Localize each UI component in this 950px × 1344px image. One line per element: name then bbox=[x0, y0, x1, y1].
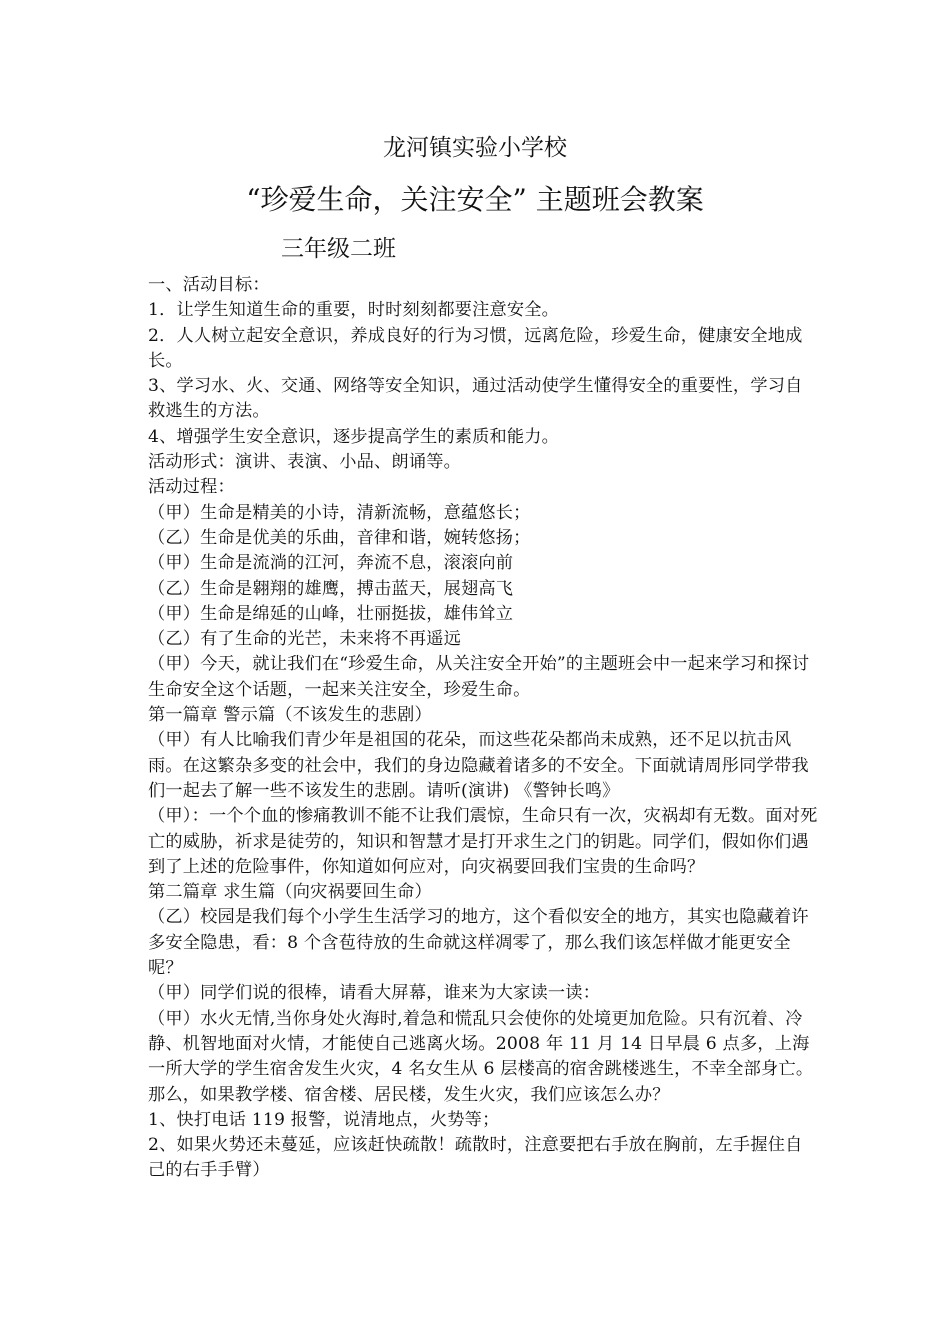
paragraph: 1．让学生知道生命的重要，时时刻刻都要注意安全。 bbox=[148, 300, 560, 321]
section-heading: 第二篇章 求生篇（向灾祸要回生命） bbox=[148, 882, 432, 903]
paragraph: （乙）生命是翱翔的雄鹰，搏击蓝天，展翅高飞 bbox=[148, 578, 514, 599]
paragraph: （甲）有人比喻我们青少年是祖国的花朵，而这些花朵都尚未成熟，还不足以抗击风雨。在这繁杂多变的社会中，我们的身边隐藏着诸多的不安全。下面就请周彤同学带我们一起去了解一些不该发生的悲剧。请听(演讲) 《警钟长鸣》 bbox=[148, 730, 809, 801]
paragraph: （乙）校园是我们每个小学生生活学习的地方，这个看似安全的地方，其实也隐藏着许多安全隐患，看：8 个含苞待放的生命就这样凋零了，那么我们该怎样做才能更安全呢？ bbox=[148, 907, 809, 979]
paragraph: （甲）：一个个血的惨痛教训不能不让我们震惊，生命只有一次，灾祸却有无数。面对死亡的威胁，祈求是徒劳的，知识和智慧才是打开求生之门的钥匙。同学们，假如你们遇到了上述的危险事件，你知道如何应对，向灾祸要回我们宝贵的生命吗？ bbox=[148, 806, 818, 877]
paragraph: 活动形式：演讲、表演、小品、朗诵等。 bbox=[148, 452, 461, 473]
paragraph: （乙）生命是优美的乐曲，音律和谐，婉转悠扬； bbox=[148, 527, 531, 548]
paragraph: 1、快打电话 119 报警，说清地点，火势等； bbox=[148, 1109, 500, 1130]
document-body bbox=[148, 273, 818, 1184]
school-name: 龙河镇实验小学校 bbox=[383, 135, 567, 161]
paragraph: （甲）水火无情,当你身处火海时,着急和慌乱只会使你的处境更加危险。只有沉着、冷静、机智地面对火情，才能使自己逃离火场。2008 年 11 月 14 日早晨 6 点多，上海一所大学的学生宿舍发生火灾，4 名女生从 6 层楼高的宿舍跳楼逃生，不幸全部身亡。 bbox=[148, 1008, 814, 1080]
paragraph: 2．人人树立起安全意识，养成良好的行为习惯，远离危险，珍爱生命，健康安全地成长。 bbox=[148, 325, 803, 371]
section-heading: 第一篇章 警示篇（不该发生的悲剧） bbox=[148, 705, 432, 726]
paragraph: （甲）今天，就让我们在“珍爱生命，从关注安全开始”的主题班会中一起来学习和探讨生命安全这个话题，一起来关注安全，珍爱生命。 bbox=[148, 654, 810, 700]
paragraph: 一、活动目标： bbox=[148, 275, 270, 295]
paragraph: 4、增强学生安全意识，逐步提高学生的素质和能力。 bbox=[148, 426, 560, 447]
paragraph: 2、如果火势还未蔓延，应该赶快疏散！疏散时，注意要把右手放在胸前，左手握住自己的右手手臂） bbox=[148, 1135, 803, 1181]
document-title: “珍爱生命，关注安全” 主题班会教案 bbox=[246, 183, 704, 216]
paragraph: 那么，如果教学楼、宿舍楼、居民楼，发生火灾，我们应该怎么办？ bbox=[148, 1084, 670, 1105]
class-name: 三年级二班 bbox=[281, 236, 396, 262]
paragraph: （甲）生命是精美的小诗，清新流畅，意蕴悠长； bbox=[148, 502, 531, 523]
paragraph: （甲）同学们说的很棒，请看大屏幕，谁来为大家读一读： bbox=[148, 983, 601, 1004]
paragraph: （乙）有了生命的光芒，未来将不再遥远 bbox=[148, 629, 461, 650]
paragraph: 3、学习水、火、交通、网络等安全知识，通过活动使学生懂得安全的重要性，学习自救逃生的方法。 bbox=[148, 376, 803, 422]
paragraph: （甲）生命是流淌的江河，奔流不息，滚滚向前 bbox=[148, 553, 514, 574]
paragraph: （甲）生命是绵延的山峰，壮丽挺拔，雄伟耸立 bbox=[148, 603, 514, 624]
paragraph: 活动过程： bbox=[148, 477, 235, 498]
